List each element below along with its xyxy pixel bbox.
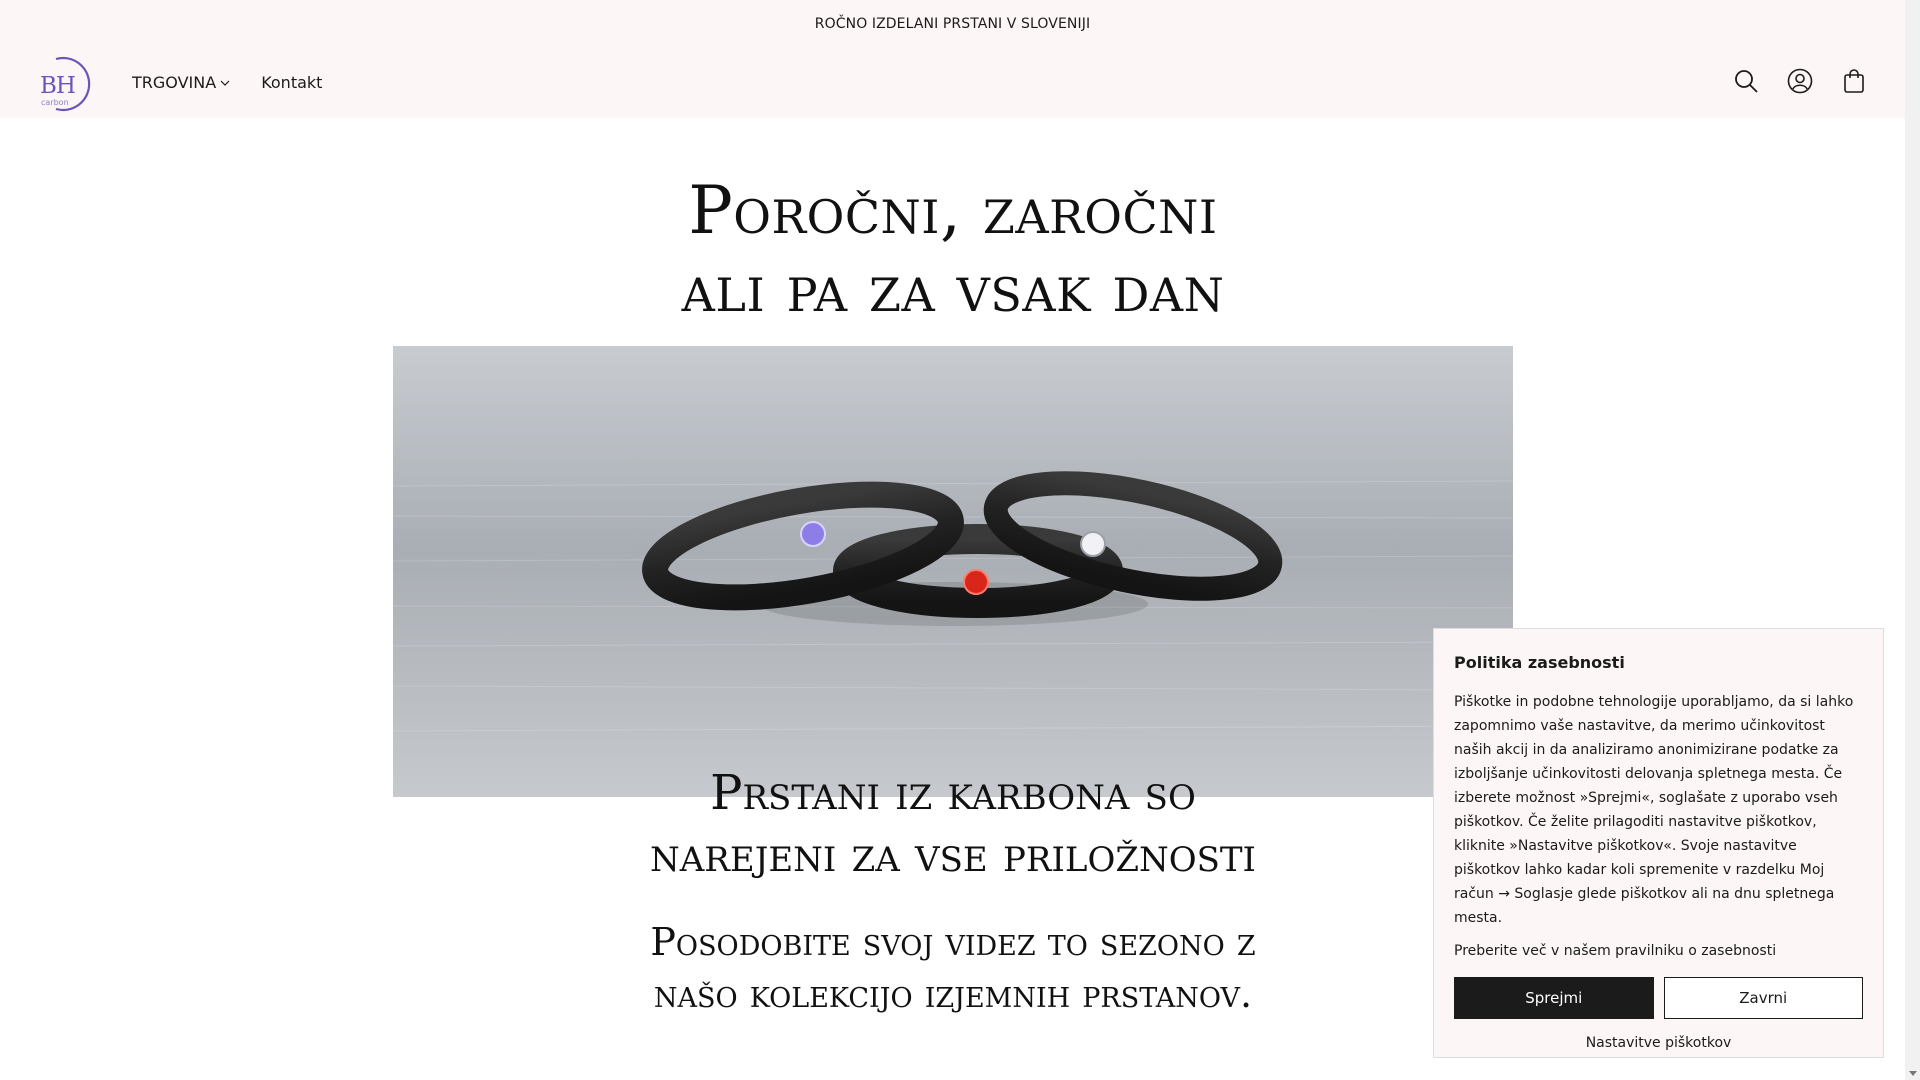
- page-scrollbar[interactable]: [1905, 0, 1920, 1080]
- section-title-line: narejeni za vse priložnosti: [650, 827, 1256, 883]
- chevron-down-icon: [219, 77, 231, 89]
- section-title-line: Prstani iz karbona so: [710, 765, 1196, 821]
- cookie-consent-dialog: [1433, 628, 1884, 1058]
- logo-subtext: carbon: [41, 98, 69, 107]
- nav-item-trgovina[interactable]: [132, 73, 231, 92]
- hero-image: [393, 346, 1513, 797]
- scroll-down-arrow-icon[interactable]: [1909, 1071, 1917, 1076]
- cookie-buttons: [1454, 977, 1863, 1019]
- account-icon[interactable]: [1787, 68, 1813, 94]
- hero-title: [393, 172, 1513, 328]
- logo-text: BH: [40, 73, 75, 99]
- section-text: [393, 916, 1513, 1020]
- search-icon[interactable]: [1733, 68, 1759, 94]
- site-logo[interactable]: [34, 56, 96, 112]
- nav-item-label: TRGOVINA: [132, 73, 217, 92]
- hero-title-line: ali pa za vsak dan: [681, 250, 1225, 327]
- cookie-settings-button[interactable]: Nastavitve piškotkov: [1585, 1035, 1732, 1051]
- section-text-line: našo kolekcijo izjemnih prstanov.: [653, 972, 1253, 1016]
- main-nav: [132, 73, 322, 92]
- cookie-body: Piškotke in podobne tehnologije uporabljamo, da si lahko zapomnimo vaše nastavitve, da merimo učinkovitost naših akcij in da analiziramo anonimizirane podatke za izboljšanje učinkovitosti delovanja spletnega mesta. Če izberete možnost »Sprejmi«, soglašate z uporabo vseh piškotkov. Če želite prilagoditi nastavitve piškotkov, kliknite »Nastavitve piškotkov«. Svoje nastavitve piškotkov lahko kadar koli spremenite v razdelku Moj račun → Soglasje glede piškotkov ali na dnu spletnega mesta.: [1454, 694, 1854, 926]
- header-actions: [1733, 68, 1867, 94]
- privacy-policy-link[interactable]: Preberite več v našem pravilniku o zasebnosti: [1454, 943, 1777, 959]
- hero-title-line: Poročni, zaročni: [688, 172, 1218, 249]
- cookie-title: Politika zasebnosti: [1454, 653, 1625, 672]
- section-title: [393, 762, 1513, 886]
- decline-cookies-button[interactable]: Zavrni: [1664, 977, 1864, 1019]
- accept-cookies-button[interactable]: Sprejmi: [1454, 977, 1654, 1019]
- nav-item-kontakt[interactable]: [261, 73, 322, 92]
- section-text-line: Posodobite svoj videz to sezono z: [650, 920, 1256, 964]
- nav-item-label: Kontakt: [261, 73, 323, 92]
- announcement-bar: ROČNO IZDELANI PRSTANI V SLOVENIJI: [814, 16, 1091, 32]
- shopping-bag-icon[interactable]: [1841, 68, 1867, 94]
- carbon-rings-image: [393, 346, 1513, 797]
- site-header: [0, 0, 1905, 118]
